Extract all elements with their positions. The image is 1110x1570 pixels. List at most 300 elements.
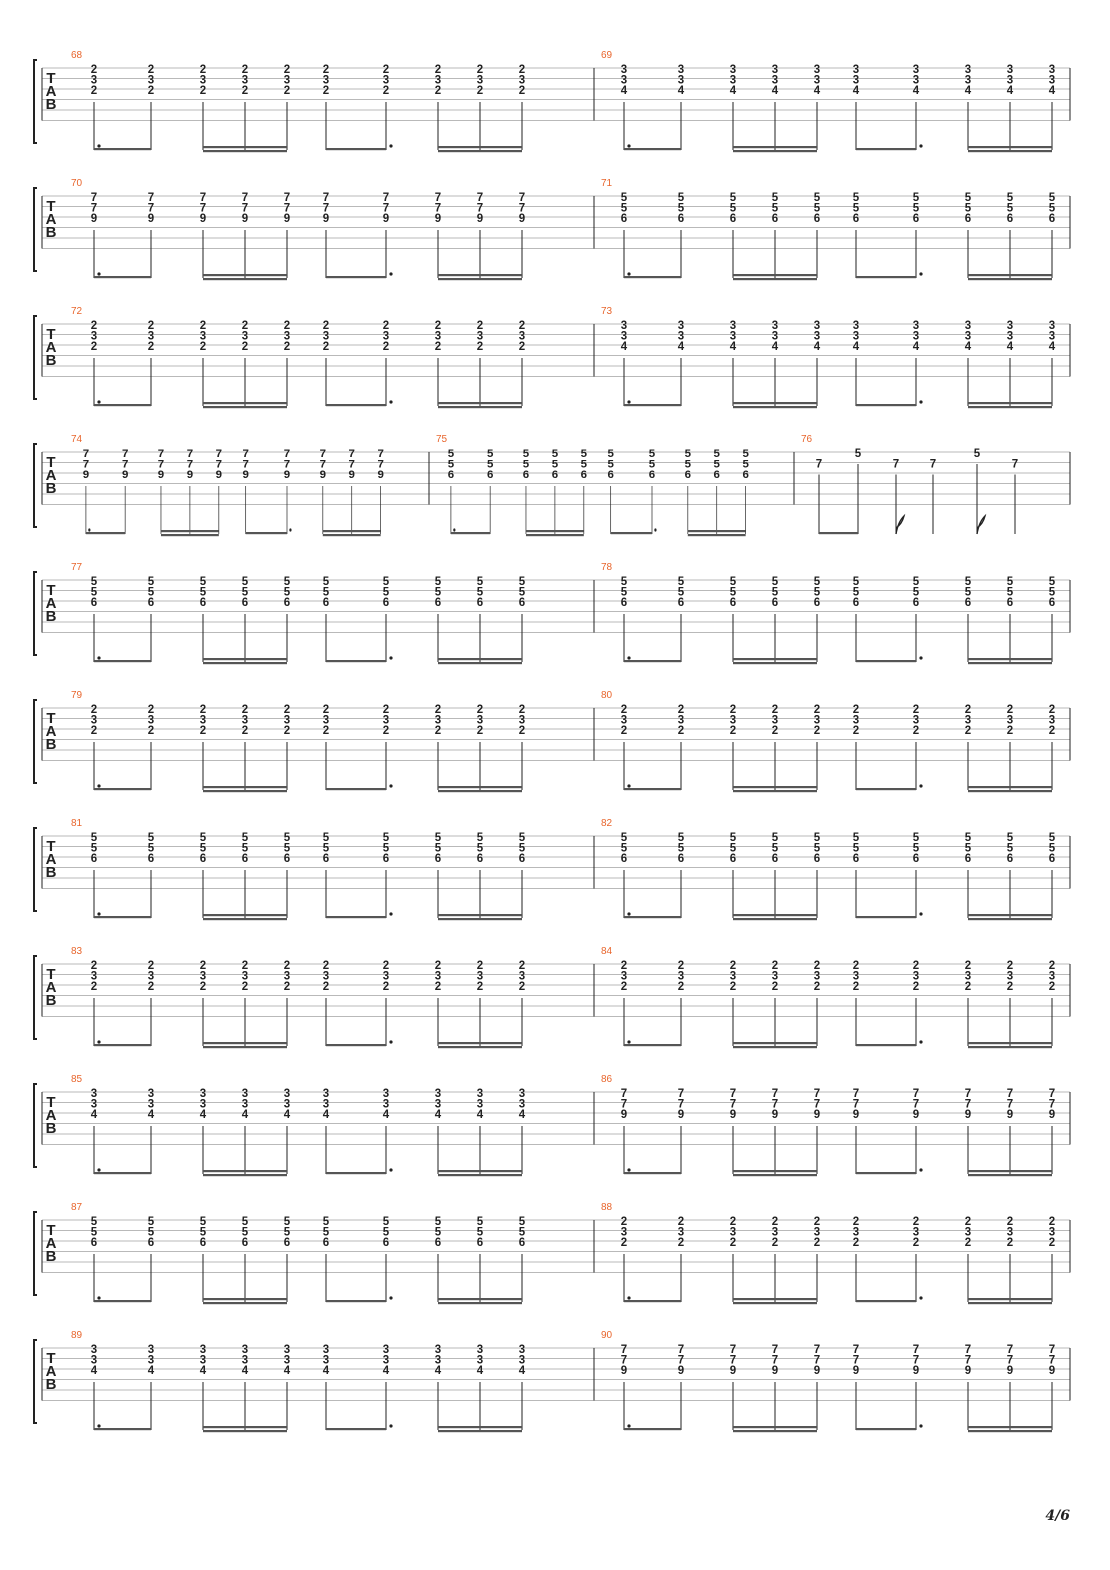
fret-number: 2 — [241, 704, 249, 716]
fret-number: 7 — [620, 1344, 628, 1356]
fret-number: 3 — [1048, 714, 1056, 727]
fret-number: 2 — [283, 725, 291, 737]
fret-number: 5 — [241, 586, 249, 599]
fret-number: 3 — [147, 1354, 155, 1367]
rhythm-dot — [389, 272, 392, 275]
fret-number: 3 — [199, 1088, 207, 1100]
fret-number: 5 — [813, 832, 821, 844]
fret-number: 7 — [771, 1088, 779, 1100]
fret-number: 4 — [518, 1365, 526, 1377]
fret-number: 6 — [677, 213, 685, 225]
fret-number: 5 — [518, 1226, 526, 1239]
tab-clef-letter: A — [45, 83, 57, 100]
fret-number: 6 — [241, 1237, 249, 1249]
fret-number: 7 — [476, 202, 484, 215]
fret-number: 3 — [382, 330, 390, 343]
beam — [733, 1170, 817, 1172]
fret-number: 5 — [476, 1226, 484, 1239]
beam — [624, 1300, 681, 1302]
fret-number: 7 — [620, 1354, 628, 1367]
fret-number: 7 — [476, 192, 484, 204]
tab-system — [34, 1202, 1070, 1304]
fret-number: 5 — [147, 1216, 155, 1228]
fret-number: 5 — [90, 586, 98, 599]
beam — [733, 914, 817, 916]
fret-number: 3 — [771, 64, 779, 76]
system-bracket — [34, 1212, 37, 1295]
rhythm-dot — [389, 912, 392, 915]
fret-number: 2 — [90, 85, 98, 97]
fret-number: 7 — [215, 458, 223, 471]
fret-number: 2 — [434, 981, 442, 993]
fret-number: 3 — [964, 330, 972, 343]
fret-number: 2 — [677, 1237, 685, 1249]
beam — [968, 662, 1052, 664]
system-bracket — [34, 956, 37, 1039]
fret-number: 5 — [964, 832, 972, 844]
fret-number: 6 — [964, 213, 972, 225]
fret-number: 7 — [199, 202, 207, 215]
tab-system — [34, 1330, 1070, 1432]
fret-number: 6 — [476, 853, 484, 865]
beam — [968, 790, 1052, 792]
fret-number: 6 — [1006, 213, 1014, 225]
fret-number: 5 — [518, 586, 526, 599]
fret-number: 7 — [677, 1344, 685, 1356]
beam — [624, 404, 681, 406]
measure-content — [621, 704, 1055, 792]
fret-number: 4 — [322, 1365, 330, 1377]
fret-number: 5 — [684, 458, 692, 471]
beam — [438, 406, 522, 408]
measure-number: 76 — [801, 434, 813, 445]
fret-number: 2 — [476, 704, 484, 716]
fret-number: 9 — [382, 213, 390, 225]
tab-system — [34, 562, 1070, 664]
fret-number: 5 — [147, 832, 155, 844]
fret-number: 2 — [241, 64, 249, 76]
fret-number: 6 — [147, 1237, 155, 1249]
fret-number: 7 — [813, 1098, 821, 1111]
system-bracket — [34, 700, 37, 783]
fret-number: 3 — [322, 1098, 330, 1111]
fret-number: 6 — [382, 853, 390, 865]
fret-number: 3 — [964, 970, 972, 983]
fret-number: 3 — [90, 1354, 98, 1367]
fret-number: 2 — [1048, 1216, 1056, 1228]
beam — [203, 278, 287, 280]
fret-number: 2 — [620, 981, 628, 993]
fret-number: 6 — [1048, 597, 1056, 609]
rhythm-dot — [389, 1424, 392, 1427]
beam — [688, 530, 746, 532]
rhythm-dot — [289, 528, 291, 531]
fret-number: 5 — [147, 1226, 155, 1239]
fret-number: 5 — [90, 1216, 98, 1228]
fret-number: 3 — [813, 970, 821, 983]
fret-number: 3 — [283, 1344, 291, 1356]
fret-number: 5 — [648, 448, 656, 461]
fret-number: 2 — [476, 64, 484, 76]
fret-number: 2 — [518, 981, 526, 993]
measure-number: 88 — [601, 1202, 613, 1213]
fret-number: 2 — [90, 64, 98, 76]
fret-number: 5 — [518, 576, 526, 588]
fret-number: 9 — [964, 1365, 972, 1377]
fret-number: 7 — [199, 192, 207, 204]
fret-number: 2 — [620, 960, 628, 972]
fret-number: 5 — [322, 832, 330, 844]
fret-number: 2 — [241, 341, 249, 353]
fret-number: 5 — [434, 576, 442, 588]
measure-content — [621, 576, 1056, 664]
fret-number: 6 — [1006, 853, 1014, 865]
fret-number: 7 — [90, 202, 98, 215]
fret-number: 7 — [1006, 1354, 1014, 1367]
fret-number: 7 — [729, 1088, 737, 1100]
fret-number: 4 — [322, 1109, 330, 1121]
tab-clef-letter: T — [46, 70, 56, 87]
beam — [733, 150, 817, 152]
beam — [438, 278, 522, 280]
fret-number: 3 — [677, 1226, 685, 1239]
fret-number: 7 — [813, 1088, 821, 1100]
fret-number: 5 — [729, 842, 737, 855]
beam — [968, 1426, 1052, 1428]
fret-number: 3 — [476, 970, 484, 983]
beam — [733, 1042, 817, 1044]
fret-number: 6 — [518, 853, 526, 865]
beam — [438, 662, 522, 664]
fret-number: 6 — [742, 469, 749, 482]
fret-number: 5 — [283, 586, 291, 599]
beam — [326, 660, 386, 662]
rhythm-dot — [919, 784, 922, 787]
fret-number: 4 — [620, 85, 628, 97]
fret-number: 3 — [476, 1088, 484, 1100]
fret-number: 6 — [729, 213, 737, 225]
measure-number: 68 — [71, 50, 83, 61]
rhythm-dot — [389, 1168, 392, 1171]
fret-number: 2 — [382, 725, 390, 737]
beam — [733, 406, 817, 408]
tab-clef-letter: B — [45, 1120, 57, 1137]
tab-clef-letter: B — [45, 96, 57, 113]
fret-number: 2 — [771, 725, 779, 737]
tab-system — [34, 50, 1070, 152]
tab-clef-letter: A — [45, 979, 57, 996]
fret-number: 2 — [90, 725, 98, 737]
fret-number: 6 — [620, 213, 628, 225]
fret-number: 2 — [771, 1237, 779, 1249]
beam — [323, 530, 381, 532]
fret-number: 4 — [852, 85, 860, 97]
fret-number: 9 — [813, 1365, 821, 1377]
fret-number: 7 — [813, 1354, 821, 1367]
fret-number: 3 — [382, 1354, 390, 1367]
beam — [438, 1430, 522, 1432]
measure-number: 69 — [601, 50, 613, 61]
fret-number: 2 — [1048, 960, 1056, 972]
fret-number: 9 — [912, 1365, 920, 1377]
fret-number: 4 — [964, 85, 972, 97]
fret-number: 3 — [90, 1088, 98, 1100]
fret-number: 6 — [912, 853, 920, 865]
fret-number: 7 — [434, 202, 442, 215]
rhythm-dot — [97, 1424, 100, 1427]
rhythm-dot — [453, 528, 455, 531]
rhythm-dot — [389, 1040, 392, 1043]
fret-number: 3 — [147, 330, 155, 343]
fret-number: 5 — [322, 586, 330, 599]
measure-number: 73 — [601, 306, 613, 317]
fret-number: 7 — [813, 1344, 821, 1356]
fret-number: 2 — [90, 341, 98, 353]
beam — [203, 274, 287, 276]
fret-number: 5 — [1006, 192, 1014, 204]
fret-number: 9 — [215, 469, 223, 482]
fret-number: 3 — [620, 330, 628, 343]
fret-number: 6 — [522, 469, 530, 482]
beam — [326, 404, 386, 406]
fret-number: 9 — [476, 213, 484, 225]
measure-content — [621, 832, 1056, 920]
fret-number: 3 — [912, 1226, 920, 1239]
fret-number: 6 — [322, 1237, 330, 1249]
beam — [438, 1426, 522, 1428]
fret-number: 5 — [486, 448, 494, 461]
fret-number: 3 — [90, 1098, 98, 1111]
fret-number: 4 — [90, 1365, 98, 1377]
beam — [624, 276, 681, 278]
fret-number: 4 — [283, 1365, 291, 1377]
fret-number: 3 — [518, 970, 526, 983]
measure-number: 81 — [71, 818, 83, 829]
fret-number: 3 — [813, 714, 821, 727]
fret-number: 4 — [912, 85, 920, 97]
beam — [94, 1300, 151, 1302]
fret-number: 4 — [283, 1109, 291, 1121]
fret-number: 3 — [434, 74, 442, 87]
fret-number: 4 — [199, 1109, 207, 1121]
fret-number: 2 — [199, 960, 207, 972]
beam — [203, 658, 287, 660]
fret-number: 3 — [434, 1344, 442, 1356]
fret-number: 2 — [90, 704, 98, 716]
tab-clef-letter: T — [46, 710, 56, 727]
fret-number: 5 — [1048, 842, 1056, 855]
measure-content — [448, 448, 750, 536]
rhythm-dot — [97, 272, 100, 275]
fret-number: 5 — [476, 576, 484, 588]
fret-number: 5 — [813, 576, 821, 588]
beam — [438, 1042, 522, 1044]
beam — [968, 914, 1052, 916]
measure-number: 79 — [71, 690, 83, 701]
fret-number: 2 — [434, 960, 442, 972]
fret-number: 3 — [1006, 1226, 1014, 1239]
fret-number: 5 — [1048, 832, 1056, 844]
fret-number: 3 — [382, 1088, 390, 1100]
fret-number: 7 — [964, 1098, 972, 1111]
fret-number: 3 — [729, 74, 737, 87]
fret-number: 3 — [1006, 970, 1014, 983]
fret-number: 2 — [912, 704, 920, 716]
fret-number: 2 — [241, 320, 249, 332]
fret-number: 2 — [382, 704, 390, 716]
fret-number: 3 — [677, 714, 685, 727]
fret-number: 7 — [729, 1354, 737, 1367]
beam — [733, 790, 817, 792]
fret-number: 3 — [1048, 64, 1056, 76]
beam — [733, 918, 817, 920]
fret-number: 3 — [518, 330, 526, 343]
fret-number: 5 — [283, 842, 291, 855]
fret-number: 2 — [1048, 704, 1056, 716]
beam — [438, 790, 522, 792]
fret-number: 2 — [813, 1216, 821, 1228]
fret-number: 2 — [518, 960, 526, 972]
fret-number: 5 — [434, 832, 442, 844]
fret-number: 7 — [852, 1098, 860, 1111]
fret-number: 2 — [382, 320, 390, 332]
fret-number: 5 — [742, 458, 749, 471]
fret-number: 7 — [892, 458, 900, 471]
fret-number: 3 — [90, 1344, 98, 1356]
fret-number: 9 — [241, 213, 249, 225]
beam — [624, 660, 681, 662]
fret-number: 2 — [322, 85, 330, 97]
beam — [203, 146, 287, 148]
fret-number: 6 — [90, 853, 98, 865]
fret-number: 5 — [476, 832, 484, 844]
rhythm-dot — [919, 1424, 922, 1427]
fret-number: 5 — [199, 586, 207, 599]
fret-number: 6 — [90, 1237, 98, 1249]
fret-number: 6 — [322, 597, 330, 609]
beam — [733, 1426, 817, 1428]
beam — [733, 1430, 817, 1432]
fret-number: 6 — [813, 597, 821, 609]
fret-number: 2 — [964, 1216, 972, 1228]
fret-number: 5 — [241, 576, 249, 588]
fret-number: 6 — [964, 853, 972, 865]
fret-number: 2 — [241, 981, 249, 993]
eighth-flag — [977, 516, 985, 534]
beam — [733, 1302, 817, 1304]
fret-number: 5 — [677, 202, 685, 215]
rhythm-dot — [654, 528, 656, 531]
fret-number: 2 — [322, 704, 330, 716]
fret-number: 7 — [1011, 458, 1019, 471]
fret-number: 7 — [241, 202, 249, 215]
fret-number: 3 — [771, 320, 779, 332]
fret-number: 3 — [434, 714, 442, 727]
fret-number: 5 — [1048, 586, 1056, 599]
fret-number: 3 — [241, 74, 249, 87]
fret-number: 4 — [771, 341, 779, 353]
beam — [203, 918, 287, 920]
fret-number: 6 — [518, 1237, 526, 1249]
beam — [203, 1302, 287, 1304]
measure-content — [621, 64, 1056, 152]
fret-number: 5 — [677, 576, 685, 588]
fret-number: 2 — [476, 85, 484, 97]
fret-number: 7 — [815, 458, 823, 471]
beam — [856, 1044, 916, 1046]
fret-number: 3 — [729, 970, 737, 983]
fret-number: 7 — [242, 448, 249, 461]
fret-number: 9 — [771, 1365, 779, 1377]
fret-number: 7 — [90, 192, 98, 204]
rhythm-dot — [97, 656, 100, 659]
rhythm-dot — [97, 1168, 100, 1171]
fret-number: 5 — [551, 458, 559, 471]
fret-number: 7 — [348, 448, 355, 461]
fret-number: 5 — [147, 586, 155, 599]
fret-number: 9 — [434, 213, 442, 225]
beam — [856, 916, 916, 918]
fret-number: 7 — [1048, 1344, 1056, 1356]
fret-number: 2 — [147, 725, 155, 737]
fret-number: 9 — [186, 469, 194, 482]
fret-number: 7 — [283, 458, 291, 471]
fret-number: 5 — [1048, 192, 1056, 204]
fret-number: 2 — [964, 1237, 972, 1249]
fret-number: 4 — [677, 85, 685, 97]
fret-number: 7 — [852, 1354, 860, 1367]
beam — [203, 790, 287, 792]
fret-number: 7 — [283, 448, 291, 461]
fret-number: 7 — [729, 1098, 737, 1111]
beam — [326, 1428, 386, 1430]
beam — [326, 916, 386, 918]
fret-number: 4 — [199, 1365, 207, 1377]
fret-number: 7 — [82, 458, 90, 471]
tab-clef-letter: T — [46, 454, 56, 471]
beam — [438, 402, 522, 404]
fret-number: 2 — [677, 1216, 685, 1228]
beam — [856, 404, 916, 406]
fret-number: 5 — [813, 586, 821, 599]
fret-number: 2 — [518, 64, 526, 76]
fret-number: 9 — [677, 1365, 685, 1377]
fret-number: 7 — [852, 1088, 860, 1100]
tab-clef-letter: A — [45, 851, 57, 868]
measure-content — [91, 192, 525, 280]
fret-number: 3 — [382, 1344, 390, 1356]
beam — [326, 1300, 386, 1302]
measure-number: 72 — [71, 306, 83, 317]
system-bracket — [34, 444, 37, 527]
fret-number: 3 — [322, 74, 330, 87]
fret-number: 6 — [580, 469, 588, 482]
beam — [856, 276, 916, 278]
fret-number: 6 — [912, 597, 920, 609]
fret-number: 3 — [1006, 714, 1014, 727]
fret-number: 5 — [90, 576, 98, 588]
fret-number: 9 — [322, 213, 330, 225]
tab-clef-letter: A — [45, 1363, 57, 1380]
fret-number: 2 — [434, 85, 442, 97]
fret-number: 3 — [964, 320, 972, 332]
tab-clef-letter: T — [46, 326, 56, 343]
fret-number: 5 — [742, 448, 749, 461]
tab-clef-letter: B — [45, 1376, 57, 1393]
tab-system — [34, 818, 1070, 920]
fret-number: 3 — [283, 74, 291, 87]
fret-number: 5 — [551, 448, 559, 461]
